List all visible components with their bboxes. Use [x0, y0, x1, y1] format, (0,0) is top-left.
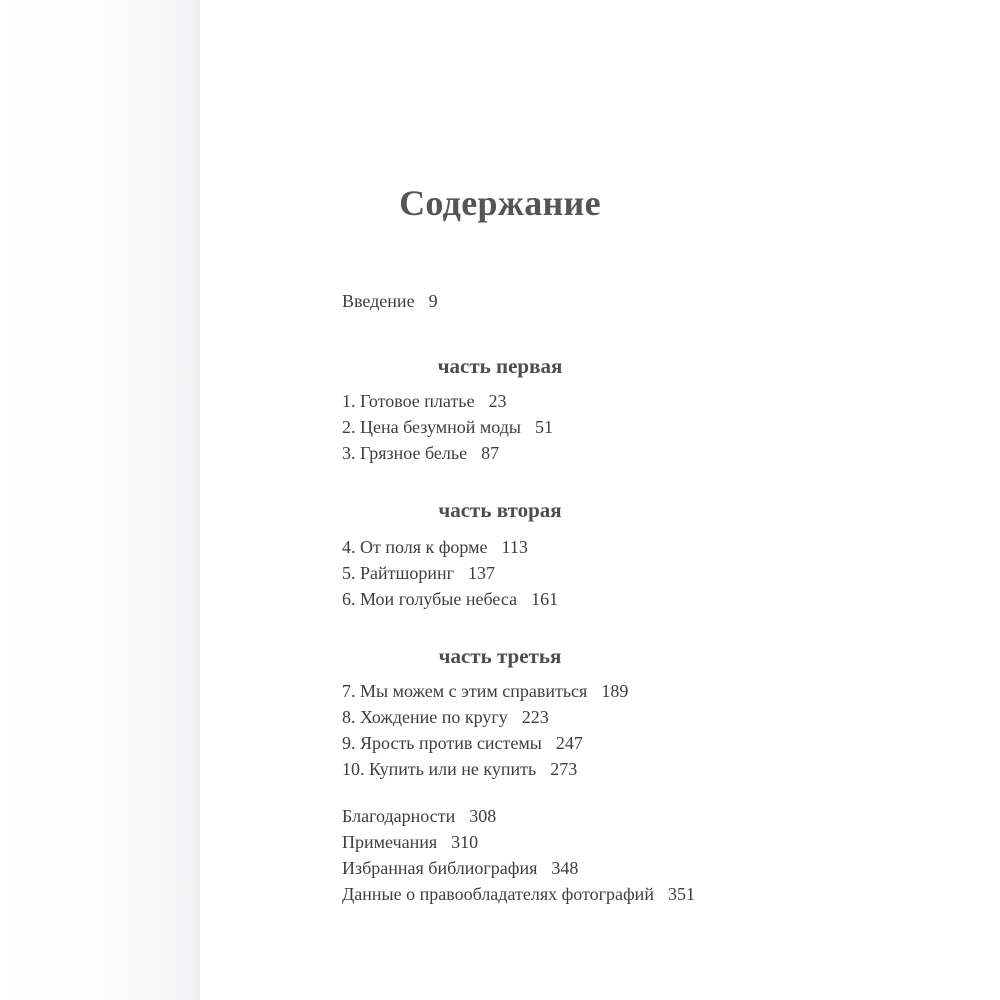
toc-entry	[342, 563, 495, 584]
entry-label: 4. От поля к форме	[342, 537, 488, 557]
entry-page: 9	[428, 291, 438, 311]
toc-entry	[342, 733, 583, 754]
entry-page: 51	[535, 417, 554, 437]
entry-page: 113	[501, 537, 528, 557]
entry-label: 5. Райтшоринг	[342, 563, 455, 583]
toc-entry	[342, 391, 507, 412]
entry-label: 7. Мы можем с этим справиться	[342, 681, 588, 701]
entry-label: 9. Ярость против системы	[342, 733, 542, 753]
entry-label: 10. Купить или не купить	[342, 759, 537, 779]
page-title: Содержание	[399, 183, 601, 223]
entry-label: Благодарности	[342, 806, 456, 826]
toc-entry	[342, 589, 558, 610]
toc-entry	[342, 707, 549, 728]
toc-entry	[342, 537, 528, 558]
entry-page: 310	[451, 832, 479, 852]
entry-page: 348	[551, 858, 579, 878]
toc-entry-back-matter	[342, 832, 478, 853]
toc-entry	[342, 443, 499, 464]
entry-label: 2. Цена безумной моды	[342, 417, 522, 437]
entry-label: Примечания	[342, 832, 438, 852]
toc-entry-intro	[342, 291, 438, 312]
entry-page: 247	[555, 733, 583, 753]
entry-label: 1. Готовое платье	[342, 391, 475, 411]
entry-label: 6. Мои голубые небеса	[342, 589, 518, 609]
entry-page: 161	[531, 589, 559, 609]
toc-entry	[342, 681, 628, 702]
entry-label: Введение	[342, 291, 415, 311]
toc-entry-back-matter	[342, 806, 496, 827]
entry-page: 23	[488, 391, 507, 411]
entry-page: 223	[521, 707, 549, 727]
entry-label: Данные о правообладателях фотографий	[342, 884, 654, 904]
entry-page: 137	[468, 563, 496, 583]
entry-page: 308	[469, 806, 497, 826]
toc-entry	[342, 417, 553, 438]
entry-label: 3. Грязное белье	[342, 443, 468, 463]
toc-entry-back-matter	[342, 858, 578, 879]
entry-label: 8. Хождение по кругу	[342, 707, 508, 727]
part-heading-3: часть третья	[438, 644, 562, 668]
toc-entry	[342, 759, 577, 780]
part-heading-1: часть первая	[437, 354, 563, 378]
entry-page: 87	[481, 443, 500, 463]
entry-page: 189	[601, 681, 629, 701]
entry-page: 273	[550, 759, 578, 779]
part-heading-2: часть вторая	[438, 498, 562, 522]
toc-entry-back-matter	[342, 884, 695, 905]
entry-page: 351	[667, 884, 695, 904]
entry-label: Избранная библиография	[342, 858, 538, 878]
